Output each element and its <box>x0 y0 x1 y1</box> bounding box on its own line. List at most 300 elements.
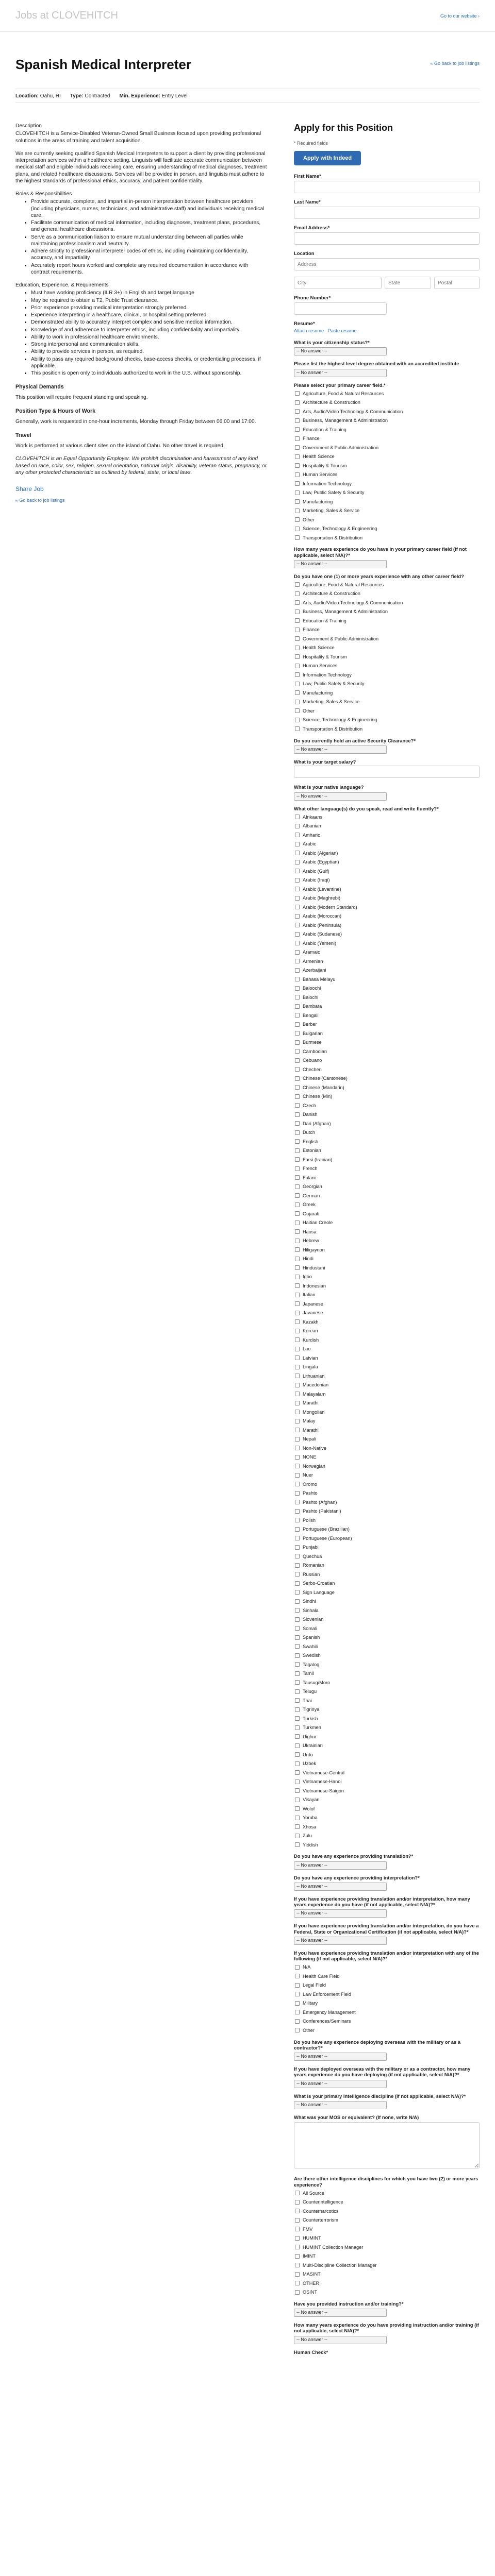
checkbox-icon[interactable] <box>295 950 300 955</box>
checkbox-icon[interactable] <box>295 986 300 991</box>
language-option[interactable] <box>294 1660 480 1669</box>
checkbox-icon[interactable] <box>295 1635 300 1640</box>
discipline-option[interactable] <box>294 2189 480 2198</box>
language-option[interactable] <box>294 1236 480 1245</box>
checkbox-icon[interactable] <box>295 1049 300 1054</box>
checkbox-icon[interactable] <box>295 527 300 531</box>
city-input[interactable] <box>294 277 382 289</box>
checkbox-icon[interactable] <box>295 1473 300 1478</box>
field-option[interactable] <box>294 1999 480 2008</box>
language-option[interactable] <box>294 867 480 876</box>
checkbox-icon[interactable] <box>295 2218 300 2223</box>
language-option[interactable] <box>294 1254 480 1263</box>
language-option[interactable] <box>294 849 480 858</box>
language-option[interactable] <box>294 1434 480 1444</box>
other-career-field-option[interactable] <box>294 589 480 599</box>
checkbox-icon[interactable] <box>295 923 300 927</box>
checkbox-icon[interactable] <box>295 2200 300 2205</box>
language-option[interactable] <box>294 1696 480 1705</box>
checkbox-icon[interactable] <box>295 1157 300 1162</box>
checkbox-icon[interactable] <box>295 1455 300 1460</box>
website-link[interactable]: Go to our website › <box>440 13 480 19</box>
discipline-option[interactable] <box>294 2261 480 2270</box>
checkbox-icon[interactable] <box>295 1419 300 1423</box>
checkbox-icon[interactable] <box>295 1572 300 1577</box>
career-field-option[interactable] <box>294 461 480 470</box>
checkbox-icon[interactable] <box>295 1239 300 1243</box>
checkbox-icon[interactable] <box>295 1229 300 1234</box>
checkbox-icon[interactable] <box>295 700 300 704</box>
years-experience-select[interactable]: -- No answer -- <box>294 1909 387 1918</box>
checkbox-icon[interactable] <box>295 1752 300 1757</box>
checkbox-icon[interactable] <box>295 2010 300 2014</box>
checkbox-icon[interactable] <box>295 1554 300 1558</box>
language-option[interactable] <box>294 1245 480 1255</box>
checkbox-icon[interactable] <box>295 1184 300 1189</box>
interpretation-select[interactable]: -- No answer -- <box>294 1883 387 1891</box>
other-career-field-option[interactable] <box>294 652 480 662</box>
salary-input[interactable] <box>294 766 480 778</box>
checkbox-icon[interactable] <box>295 1130 300 1135</box>
checkbox-icon[interactable] <box>295 2263 300 2267</box>
language-option[interactable] <box>294 1444 480 1453</box>
language-option[interactable] <box>294 1480 480 1489</box>
language-option[interactable] <box>294 1732 480 1741</box>
language-option[interactable] <box>294 1335 480 1345</box>
checkbox-icon[interactable] <box>295 472 300 477</box>
language-option[interactable] <box>294 1263 480 1273</box>
language-option[interactable] <box>294 1047 480 1056</box>
degree-select[interactable]: -- No answer -- <box>294 369 387 377</box>
language-option[interactable] <box>294 921 480 930</box>
language-option[interactable] <box>294 1173 480 1182</box>
checkbox-icon[interactable] <box>295 618 300 623</box>
career-field-option[interactable] <box>294 398 480 407</box>
checkbox-icon[interactable] <box>295 1329 300 1333</box>
language-option[interactable] <box>294 1705 480 1714</box>
checkbox-icon[interactable] <box>295 1347 300 1351</box>
language-option[interactable] <box>294 885 480 894</box>
checkbox-icon[interactable] <box>295 1743 300 1748</box>
checkbox-icon[interactable] <box>295 1734 300 1739</box>
language-option[interactable] <box>294 1416 480 1426</box>
checkbox-icon[interactable] <box>295 454 300 459</box>
checkbox-icon[interactable] <box>295 1211 300 1216</box>
language-option[interactable] <box>294 1146 480 1155</box>
checkbox-icon[interactable] <box>295 1022 300 1027</box>
checkbox-icon[interactable] <box>295 1058 300 1063</box>
language-option[interactable] <box>294 1317 480 1327</box>
checkbox-icon[interactable] <box>295 1599 300 1604</box>
checkbox-icon[interactable] <box>295 1545 300 1550</box>
checkbox-icon[interactable] <box>295 1770 300 1775</box>
checkbox-icon[interactable] <box>295 436 300 441</box>
other-career-field-option[interactable] <box>294 670 480 680</box>
discipline-option[interactable] <box>294 2215 480 2225</box>
language-option[interactable] <box>294 1083 480 1092</box>
field-option[interactable] <box>294 1981 480 1990</box>
language-option[interactable] <box>294 911 480 921</box>
checkbox-icon[interactable] <box>295 1590 300 1595</box>
discipline-option[interactable] <box>294 2251 480 2261</box>
career-field-option[interactable] <box>294 434 480 443</box>
checkbox-icon[interactable] <box>295 1965 300 1970</box>
checkbox-icon[interactable] <box>295 1780 300 1784</box>
other-career-field-option[interactable] <box>294 662 480 671</box>
language-option[interactable] <box>294 1741 480 1750</box>
instruction-select[interactable]: -- No answer -- <box>294 2309 387 2317</box>
checkbox-icon[interactable] <box>295 851 300 855</box>
language-option[interactable] <box>294 1651 480 1660</box>
language-option[interactable] <box>294 1795 480 1804</box>
checkbox-icon[interactable] <box>295 718 300 722</box>
checkbox-icon[interactable] <box>295 896 300 901</box>
checkbox-icon[interactable] <box>295 636 300 641</box>
language-option[interactable] <box>294 1056 480 1065</box>
language-option[interactable] <box>294 1344 480 1353</box>
language-option[interactable] <box>294 1714 480 1723</box>
checkbox-icon[interactable] <box>295 1707 300 1712</box>
checkbox-icon[interactable] <box>295 1401 300 1405</box>
career-field-option[interactable] <box>294 470 480 479</box>
language-option[interactable] <box>294 1750 480 1759</box>
language-option[interactable] <box>294 1182 480 1191</box>
checkbox-icon[interactable] <box>295 1337 300 1342</box>
checkbox-icon[interactable] <box>295 628 300 632</box>
checkbox-icon[interactable] <box>295 1410 300 1414</box>
checkbox-icon[interactable] <box>295 1680 300 1685</box>
checkbox-icon[interactable] <box>295 2281 300 2285</box>
career-field-option[interactable] <box>294 443 480 452</box>
checkbox-icon[interactable] <box>295 815 300 819</box>
state-input[interactable] <box>385 277 431 289</box>
career-field-option[interactable] <box>294 515 480 524</box>
checkbox-icon[interactable] <box>295 2290 300 2295</box>
checkbox-icon[interactable] <box>295 1834 300 1838</box>
language-option[interactable] <box>294 1137 480 1146</box>
career-field-option[interactable] <box>294 524 480 533</box>
other-career-field-option[interactable] <box>294 634 480 643</box>
checkbox-icon[interactable] <box>295 2028 300 2032</box>
checkbox-icon[interactable] <box>295 481 300 486</box>
language-option[interactable] <box>294 1488 480 1498</box>
email-input[interactable] <box>294 232 480 245</box>
deploy-years-select[interactable]: -- No answer -- <box>294 2080 387 2088</box>
checkbox-icon[interactable] <box>295 1275 300 1279</box>
native-language-select[interactable]: -- No answer -- <box>294 792 387 801</box>
language-option[interactable] <box>294 1516 480 1525</box>
language-option[interactable] <box>294 1290 480 1299</box>
language-option[interactable] <box>294 1029 480 1038</box>
language-option[interactable] <box>294 929 480 939</box>
checkbox-icon[interactable] <box>295 1094 300 1099</box>
language-option[interactable] <box>294 1597 480 1606</box>
checkbox-icon[interactable] <box>295 887 300 891</box>
discipline-option[interactable] <box>294 2269 480 2279</box>
language-option[interactable] <box>294 1011 480 1020</box>
language-option[interactable] <box>294 1101 480 1110</box>
checkbox-icon[interactable] <box>295 1983 300 1988</box>
language-option[interactable] <box>294 1128 480 1137</box>
checkbox-icon[interactable] <box>295 1265 300 1270</box>
checkbox-icon[interactable] <box>295 1193 300 1198</box>
other-career-field-option[interactable] <box>294 688 480 698</box>
checkbox-icon[interactable] <box>295 499 300 504</box>
language-option[interactable] <box>294 1543 480 1552</box>
language-option[interactable] <box>294 1020 480 1029</box>
checkbox-icon[interactable] <box>295 1139 300 1144</box>
checkbox-icon[interactable] <box>295 1464 300 1468</box>
language-option[interactable] <box>294 1452 480 1462</box>
language-option[interactable] <box>294 1002 480 1011</box>
years-primary-select[interactable]: -- No answer -- <box>294 560 387 568</box>
checkbox-icon[interactable] <box>295 1608 300 1613</box>
checkbox-icon[interactable] <box>295 1806 300 1811</box>
checkbox-icon[interactable] <box>295 1581 300 1586</box>
career-field-option[interactable] <box>294 479 480 488</box>
field-option[interactable] <box>294 2008 480 2017</box>
checkbox-icon[interactable] <box>295 1103 300 1108</box>
checkbox-icon[interactable] <box>295 905 300 909</box>
language-option[interactable] <box>294 993 480 1002</box>
checkbox-icon[interactable] <box>295 1509 300 1514</box>
language-option[interactable] <box>294 1570 480 1579</box>
checkbox-icon[interactable] <box>295 1716 300 1721</box>
checkbox-icon[interactable] <box>295 1761 300 1766</box>
checkbox-icon[interactable] <box>295 1725 300 1730</box>
checkbox-icon[interactable] <box>295 1788 300 1793</box>
discipline-option[interactable] <box>294 2225 480 2234</box>
checkbox-icon[interactable] <box>295 2019 300 2024</box>
instruction-years-select[interactable]: -- No answer -- <box>294 2336 387 2344</box>
security-select[interactable]: -- No answer -- <box>294 745 387 754</box>
language-option[interactable] <box>294 1642 480 1651</box>
phone-input[interactable] <box>294 302 387 315</box>
field-option[interactable] <box>294 1990 480 1999</box>
checkbox-icon[interactable] <box>295 2001 300 2006</box>
checkbox-icon[interactable] <box>295 1392 300 1396</box>
checkbox-icon[interactable] <box>295 409 300 414</box>
checkbox-icon[interactable] <box>295 1085 300 1090</box>
field-option[interactable] <box>294 2026 480 2035</box>
other-career-field-option[interactable] <box>294 698 480 707</box>
language-option[interactable] <box>294 1191 480 1200</box>
back-to-listings-bottom-link[interactable]: « Go back to job listings <box>15 497 65 503</box>
checkbox-icon[interactable] <box>295 646 300 650</box>
checkbox-icon[interactable] <box>295 1617 300 1622</box>
language-option[interactable] <box>294 1615 480 1624</box>
checkbox-icon[interactable] <box>295 2245 300 2249</box>
checkbox-icon[interactable] <box>295 2236 300 2241</box>
language-option[interactable] <box>294 1299 480 1309</box>
checkbox-icon[interactable] <box>295 1257 300 1261</box>
checkbox-icon[interactable] <box>295 1112 300 1117</box>
language-option[interactable] <box>294 1065 480 1074</box>
checkbox-icon[interactable] <box>295 1974 300 1978</box>
field-option[interactable] <box>294 2017 480 2026</box>
back-to-listings-link[interactable]: « Go back to job listings <box>430 61 480 66</box>
checkbox-icon[interactable] <box>295 1662 300 1667</box>
checkbox-icon[interactable] <box>295 995 300 999</box>
checkbox-icon[interactable] <box>295 1319 300 1324</box>
checkbox-icon[interactable] <box>295 878 300 883</box>
checkbox-icon[interactable] <box>295 959 300 963</box>
checkbox-icon[interactable] <box>295 1428 300 1432</box>
language-option[interactable] <box>294 1380 480 1389</box>
checkbox-icon[interactable] <box>295 860 300 865</box>
checkbox-icon[interactable] <box>295 932 300 937</box>
career-field-option[interactable] <box>294 533 480 543</box>
checkbox-icon[interactable] <box>295 418 300 423</box>
other-career-field-option[interactable] <box>294 706 480 716</box>
language-option[interactable] <box>294 1362 480 1371</box>
language-option[interactable] <box>294 857 480 867</box>
checkbox-icon[interactable] <box>295 2227 300 2231</box>
checkbox-icon[interactable] <box>295 427 300 432</box>
discipline-option[interactable] <box>294 2233 480 2243</box>
checkbox-icon[interactable] <box>295 833 300 837</box>
checkbox-icon[interactable] <box>295 1121 300 1126</box>
field-option[interactable] <box>294 1963 480 1972</box>
checkbox-icon[interactable] <box>295 400 300 405</box>
checkbox-icon[interactable] <box>295 1698 300 1703</box>
language-option[interactable] <box>294 1606 480 1615</box>
language-option[interactable] <box>294 1353 480 1363</box>
deploy-select[interactable]: -- No answer -- <box>294 2053 387 2061</box>
language-option[interactable] <box>294 1768 480 1777</box>
language-option[interactable] <box>294 1038 480 1047</box>
checkbox-icon[interactable] <box>295 1798 300 1802</box>
other-career-field-option[interactable] <box>294 643 480 653</box>
checkbox-icon[interactable] <box>295 1365 300 1369</box>
translation-select[interactable]: -- No answer -- <box>294 1861 387 1870</box>
language-option[interactable] <box>294 1624 480 1633</box>
language-option[interactable] <box>294 1155 480 1164</box>
language-option[interactable] <box>294 1579 480 1588</box>
checkbox-icon[interactable] <box>295 654 300 659</box>
checkbox-icon[interactable] <box>295 490 300 495</box>
checkbox-icon[interactable] <box>295 726 300 731</box>
language-option[interactable] <box>294 1426 480 1435</box>
checkbox-icon[interactable] <box>295 600 300 605</box>
checkbox-icon[interactable] <box>295 1283 300 1288</box>
discipline-option[interactable] <box>294 2207 480 2216</box>
checkbox-icon[interactable] <box>295 1842 300 1847</box>
checkbox-icon[interactable] <box>295 591 300 596</box>
checkbox-icon[interactable] <box>295 1626 300 1631</box>
checkbox-icon[interactable] <box>295 842 300 846</box>
language-option[interactable] <box>294 1498 480 1507</box>
checkbox-icon[interactable] <box>295 1992 300 1996</box>
checkbox-icon[interactable] <box>295 1202 300 1207</box>
discipline-option[interactable] <box>294 2287 480 2297</box>
other-career-field-option[interactable] <box>294 625 480 635</box>
checkbox-icon[interactable] <box>295 682 300 686</box>
checkbox-icon[interactable] <box>295 609 300 614</box>
language-option[interactable] <box>294 1759 480 1768</box>
career-field-option[interactable] <box>294 389 480 398</box>
first-name-input[interactable] <box>294 181 480 193</box>
checkbox-icon[interactable] <box>295 535 300 540</box>
checkbox-icon[interactable] <box>295 582 300 587</box>
mos-textarea[interactable] <box>294 2122 480 2168</box>
checkbox-icon[interactable] <box>295 1355 300 1360</box>
language-option[interactable] <box>294 812 480 822</box>
language-option[interactable] <box>294 1389 480 1399</box>
checkbox-icon[interactable] <box>295 1671 300 1676</box>
checkbox-icon[interactable] <box>295 517 300 522</box>
checkbox-icon[interactable] <box>295 664 300 668</box>
checkbox-icon[interactable] <box>295 690 300 695</box>
language-option[interactable] <box>294 893 480 903</box>
language-option[interactable] <box>294 1534 480 1543</box>
checkbox-icon[interactable] <box>295 977 300 981</box>
language-option[interactable] <box>294 1552 480 1561</box>
discipline-option[interactable] <box>294 2197 480 2207</box>
language-option[interactable] <box>294 1110 480 1119</box>
checkbox-icon[interactable] <box>295 1311 300 1315</box>
checkbox-icon[interactable] <box>295 1383 300 1387</box>
intel-select[interactable]: -- No answer -- <box>294 2101 387 2109</box>
language-option[interactable] <box>294 1813 480 1822</box>
last-name-input[interactable] <box>294 207 480 219</box>
other-career-field-option[interactable] <box>294 716 480 725</box>
career-field-option[interactable] <box>294 407 480 416</box>
language-option[interactable] <box>294 1840 480 1850</box>
language-option[interactable] <box>294 965 480 975</box>
certification-select[interactable]: -- No answer -- <box>294 1937 387 1945</box>
checkbox-icon[interactable] <box>295 2191 300 2195</box>
language-option[interactable] <box>294 1524 480 1534</box>
language-option[interactable] <box>294 821 480 831</box>
checkbox-icon[interactable] <box>295 1653 300 1658</box>
checkbox-icon[interactable] <box>295 1076 300 1081</box>
checkbox-icon[interactable] <box>295 2254 300 2259</box>
checkbox-icon[interactable] <box>295 1301 300 1306</box>
language-option[interactable] <box>294 1326 480 1335</box>
checkbox-icon[interactable] <box>295 1247 300 1252</box>
language-option[interactable] <box>294 875 480 885</box>
other-career-field-option[interactable] <box>294 616 480 625</box>
checkbox-icon[interactable] <box>295 1446 300 1450</box>
career-field-option[interactable] <box>294 488 480 497</box>
language-option[interactable] <box>294 1227 480 1236</box>
language-option[interactable] <box>294 1723 480 1732</box>
language-option[interactable] <box>294 1506 480 1516</box>
checkbox-icon[interactable] <box>295 1175 300 1180</box>
field-option[interactable] <box>294 1972 480 1981</box>
checkbox-icon[interactable] <box>295 1816 300 1820</box>
checkbox-icon[interactable] <box>295 2272 300 2277</box>
checkbox-icon[interactable] <box>295 1040 300 1045</box>
language-option[interactable] <box>294 1092 480 1101</box>
checkbox-icon[interactable] <box>295 1689 300 1694</box>
checkbox-icon[interactable] <box>295 1221 300 1225</box>
checkbox-icon[interactable] <box>295 2209 300 2213</box>
checkbox-icon[interactable] <box>295 869 300 873</box>
career-field-option[interactable] <box>294 452 480 461</box>
checkbox-icon[interactable] <box>295 1644 300 1649</box>
language-option[interactable] <box>294 957 480 966</box>
discipline-option[interactable] <box>294 2279 480 2288</box>
language-option[interactable] <box>294 1200 480 1209</box>
checkbox-icon[interactable] <box>295 1293 300 1297</box>
other-career-field-option[interactable] <box>294 724 480 734</box>
checkbox-icon[interactable] <box>295 1482 300 1486</box>
checkbox-icon[interactable] <box>295 391 300 396</box>
discipline-option[interactable] <box>294 2243 480 2252</box>
checkbox-icon[interactable] <box>295 824 300 828</box>
